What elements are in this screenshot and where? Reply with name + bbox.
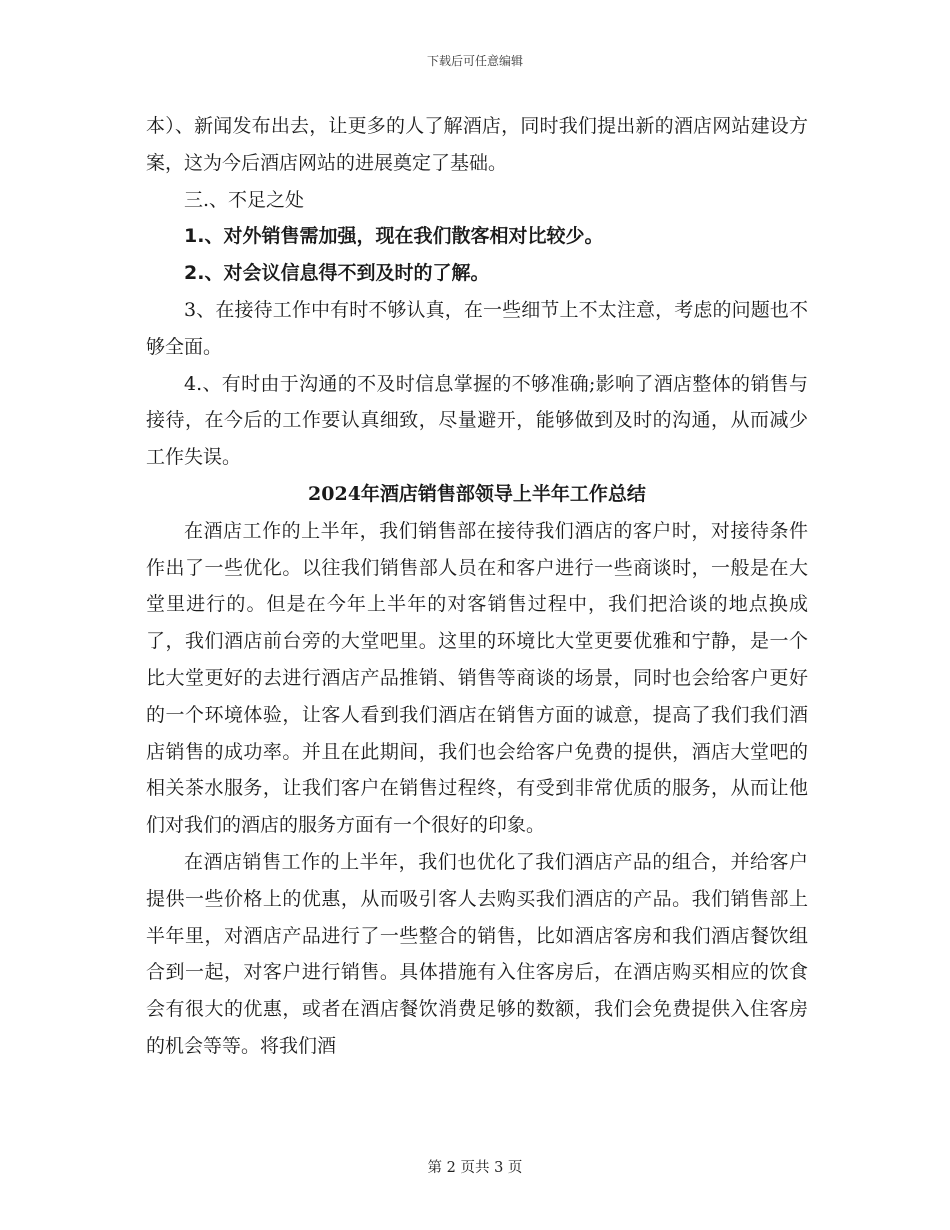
section-heading-shortcomings: 三.、不足之处 (184, 188, 305, 211)
list-item-3: 3、在接待工作中有时不够认真，在一些细节上不太注意，考虑的问题也不够全面。 (146, 298, 808, 358)
list-item-4: 4.、有时由于沟通的不及时信息掌握的不够准确;影响了酒店整体的销售与接待，在今后的工作要认真细致，尽量避开，能够做到及时的沟通，从而减少工作失误。 (146, 372, 808, 469)
list-item-1: 1.、对外销售需加强，现在我们散客相对比较少。 (184, 225, 604, 248)
body-paragraph-1: 在酒店工作的上半年，我们销售部在接待我们酒店的客户时，对接待条件作出了一些优化。以往我们销售部人员在和客户进行一些商谈时，一般是在大堂里进行的。但是在今年上半年的对客销售过程中，我们把洽谈的地点换成了，我们酒店前台旁的大堂吧里。这里的环境比大堂更要优雅和宁静，是一个比大堂更好的去进行酒店产品推销、销售等商谈的场景，同时也会给客户更好的一个环境体验，让客人看到我们酒店在销售方面的诚意，提高了我们我们酒店销售的成功率。并且在此期间，我们也会给客户免费的提供，酒店大堂吧的相关茶水服务，让我们客户在销售过程终，有受到非常优质的服务，从而让他们对我们的酒店的服务方面有一个很好的印象。 (146, 519, 808, 837)
body-paragraph-2: 在酒店销售工作的上半年，我们也优化了我们酒店产品的组合，并给客户提供一些价格上的优惠，从而吸引客人去购买我们酒店的产品。我们销售部上半年里，对酒店产品进行了一些整合的销售，比如酒店客房和我们酒店餐饮组合到一起，对客户进行销售。具体措施有入住客房后，在酒店购买相应的饮食会有很大的优惠，或者在酒店餐饮消费足够的数额，我们会免费提供入住客房的机会等等。将我们酒 (146, 850, 808, 1057)
document-title: 2024年酒店销售部领导上半年工作总结 (308, 482, 646, 505)
document-body (146, 108, 808, 1065)
list-item-2: 2.、对会议信息得不到及时的了解。 (184, 262, 490, 285)
page-footer: 第 2 页共 3 页 (427, 1160, 523, 1176)
paragraph-continuation: 本）、新闻发布出去，让更多的人了解酒店，同时我们提出新的酒店网站建设方案，这为今后酒店网站的进展奠定了基础。 (146, 115, 808, 174)
page-header: 下载后可任意编辑 (426, 54, 523, 68)
